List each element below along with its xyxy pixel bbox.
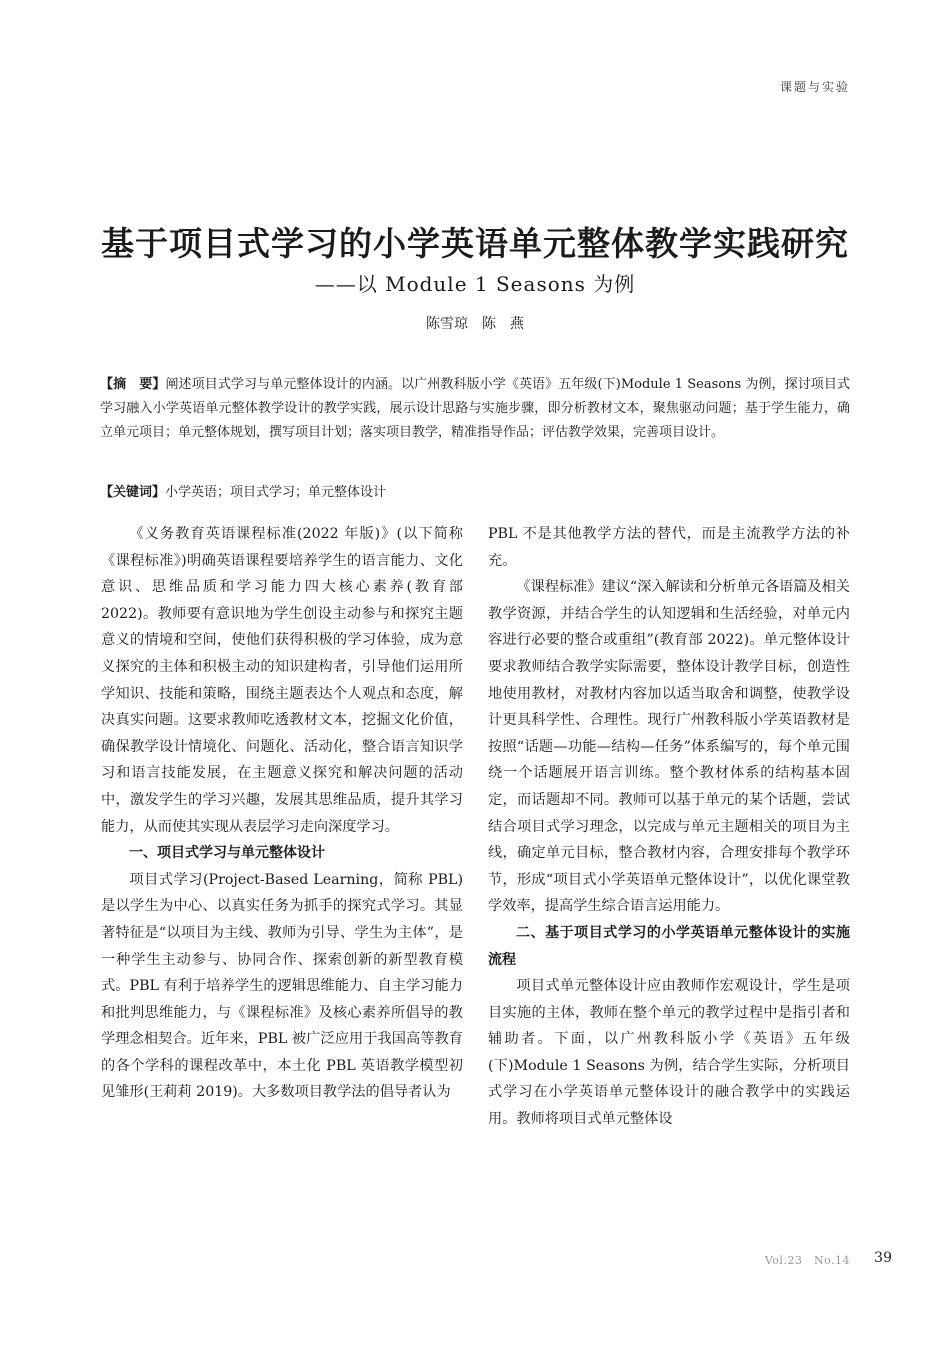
body-column-right [488, 521, 850, 1133]
keywords-label: 【关键词】 [100, 485, 166, 500]
section-heading-2: 二、基于项目式学习的小学英语单元整体设计的实施流程 [488, 924, 850, 968]
section-label: 课题与实验 [779, 80, 850, 94]
keywords-text: 小学英语；项目式学习；单元整体设计 [165, 485, 387, 500]
paragraph: 项目式单元整体设计应由教师作宏观设计，学生是项目实施的主体，教师在整个单元的教学过程中是指引者和辅助者。下面，以广州教科版小学《英语》五年级(下)Module 1 Seasons 为例，结合学生实际，分析项目式学习在小学英语单元整体设计的融合教学中的实践运用。教师将项目式单元整体设 [488, 978, 850, 1128]
body-column-left [101, 521, 463, 1106]
page-number: 39 [874, 1250, 892, 1266]
article-title: 基于项目式学习的小学英语单元整体教学实践研究 [101, 224, 849, 263]
keywords [100, 481, 850, 505]
volume-number: Vol.23 No.14 [764, 1254, 850, 1267]
paragraph: 《义务教育英语课程标准(2022 年版)》(以下简称《课程标准》)明确英语课程要培养学生的语言能力、文化意识、思维品质和学习能力四大核心素养(教育部 2022)。教师要有意识地为学生创设主动参与和探究主题意义的情境和空间，使他们获得积极的学习体验，成为意义探究的主体和积极主动的知识建构者，引导他们运用所学知识、技能和策略，围绕主题表达个人观点和态度，解决真实问题。这要求教师吃透教材文本，挖掘文化价值，确保教学设计情境化、问题化、活动化，整合语言知识学习和语言技能发展，在主题意义探究和解决问题的活动中，激发学生的学习兴趣，发展其思维品质，提升其学习能力，从而使其实现从表层学习走向深度学习。 [101, 526, 463, 835]
section-heading-1: 一、项目式学习与单元整体设计 [129, 845, 325, 862]
paragraph: 项目式学习(Project-Based Learning，简称 PBL)是以学生为中心、以真实任务为抓手的探究式学习。其显著特征是“以项目为主线、教师为引导、学生为主体”，是一种学生主动参与、协同合作、探索创新的新型教育模式。PBL 有利于培养学生的逻辑思维能力、自主学习能力和批判思维能力，与《课程标准》及核心素养所倡导的教学理念相契合。近年来，PBL 被广泛应用于我国高等教育的各个学科的课程改革中，本土化 PBL 英语教学模型初见雏形(王莉莉 2019)。大多数项目教学法的倡导者认为 [101, 871, 463, 1101]
abstract-label: 【摘 要】 [100, 377, 166, 392]
abstract [100, 373, 850, 445]
paragraph: 《课程标准》建议“深入解读和分析单元各语篇及相关教学资源，并结合学生的认知逻辑和生活经验，对单元内容进行必要的整合或重组”(教育部 2022)。单元整体设计要求教师结合教学实际需要，整体设计教学目标，创造性地使用教材，对教材内容加以适当取舍和调整，使教学设计更具科学性、合理性。现行广州教科版小学英语教材是按照“话题—功能—结构—任务”体系编写的，每个单元围绕一个话题展开语言训练。整个教材体系的结构基本固定，而话题却不同。教师可以基于单元的某个话题，尝试结合项目式学习理念，以完成与单元主题相关的项目为主线，确定单元目标，整合教材内容，合理安排每个教学环节，形成“项目式小学英语单元整体设计”，以优化课堂教学效率，提高学生综合语言运用能力。 [488, 579, 850, 915]
paragraph: PBL 不是其他教学方法的替代，而是主流教学方法的补充。 [488, 526, 850, 569]
article-authors: 陈雪琼 陈 燕 [426, 316, 524, 332]
article-subtitle: ——以 Module 1 Seasons 为例 [314, 272, 636, 296]
abstract-text: 阐述项目式学习与单元整体设计的内涵。以广州教科版小学《英语》五年级(下)Module 1 Seasons 为例，探讨项目式学习融入小学英语单元整体教学设计的教学实践，展示设计思路与实施步骤，即分析教材文本，聚焦驱动问题；基于学生能力，确立单元项目；单元整体规划，撰写项目计划；落实项目教学，精准指导作品；评估教学效果，完善项目设计。 [100, 377, 850, 440]
